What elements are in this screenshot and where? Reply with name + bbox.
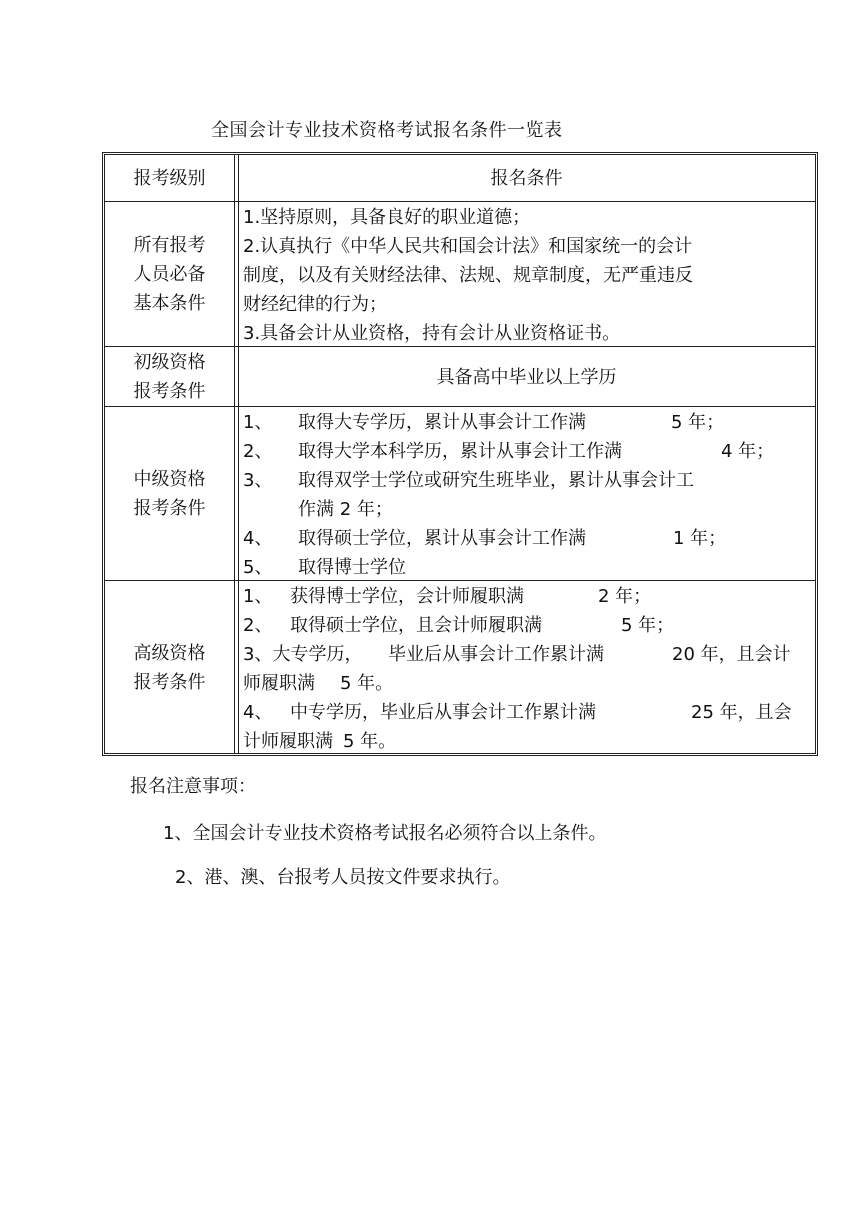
basic-label: 所有报考 人员必备 基本条件 [133, 235, 206, 314]
senior-label: 高级资格 报考条件 [133, 642, 206, 693]
junior-conditions: 具备高中毕业以上学历 [436, 366, 617, 388]
junior-label: 初级资格 报考条件 [133, 352, 206, 402]
table-row-senior [105, 580, 815, 754]
page-title: 全国会计专业技术资格考试报名条件一览表 [211, 120, 563, 141]
conditions-table [102, 152, 818, 756]
table-row-junior [105, 346, 815, 407]
note-item: 2、港、澳、台报考人员按文件要求执行。 [175, 867, 511, 888]
list-item: 师履职满 5 年。 [243, 673, 394, 694]
list-item: 3、大专学历， 毕业后从事会计工作累计满 20 年，且会计 [243, 644, 791, 665]
list-item: 2、 取得大学本科学历，累计从事会计工作满 4 年； [243, 441, 775, 462]
table-row-basic [105, 201, 815, 347]
notes-title: 报名注意事项： [130, 776, 256, 797]
basic-conditions: 1.坚持原则，具备良好的职业道德； 2.认真执行《中华人民共和国会计法》和国家统一的会计 制度，以及有关财经法律、法规、规章制度，无严重违反 财经纪律的行为； 3.具备会计从业资格，持有会计从业资格证书。 [243, 207, 693, 344]
list-item: 2、 取得硕士学位，且会计师履职满 5 年； [243, 615, 675, 636]
intermediate-conditions [243, 408, 807, 582]
list-item: 3、 取得双学士学位或研究生班毕业，累计从事会计工 [243, 470, 694, 491]
note-item: 1、全国会计专业技术资格考试报名必须符合以上条件。 [163, 823, 607, 844]
list-item: 4、 中专学历，毕业后从事会计工作累计满 25 年，且会 [243, 702, 792, 723]
table-row-intermediate [105, 406, 815, 581]
list-item: 作满 2 年； [298, 499, 393, 520]
intermediate-label: 中级资格 报考条件 [133, 469, 206, 519]
list-item: 1、 取得大专学历，累计从事会计工作满 5 年； [243, 412, 725, 433]
header-level: 报考级别 [133, 167, 206, 189]
list-item: 5、 取得博士学位 [243, 557, 406, 578]
list-item: 4、 取得硕士学位，累计从事会计工作满 1 年； [243, 528, 727, 549]
table-header-row [105, 155, 815, 201]
list-item: 1、 获得博士学位，会计师履职满 2 年； [243, 586, 652, 607]
header-conditions: 报名条件 [490, 167, 563, 189]
list-item: 计师履职满 5 年。 [243, 731, 397, 752]
senior-conditions [243, 582, 807, 755]
